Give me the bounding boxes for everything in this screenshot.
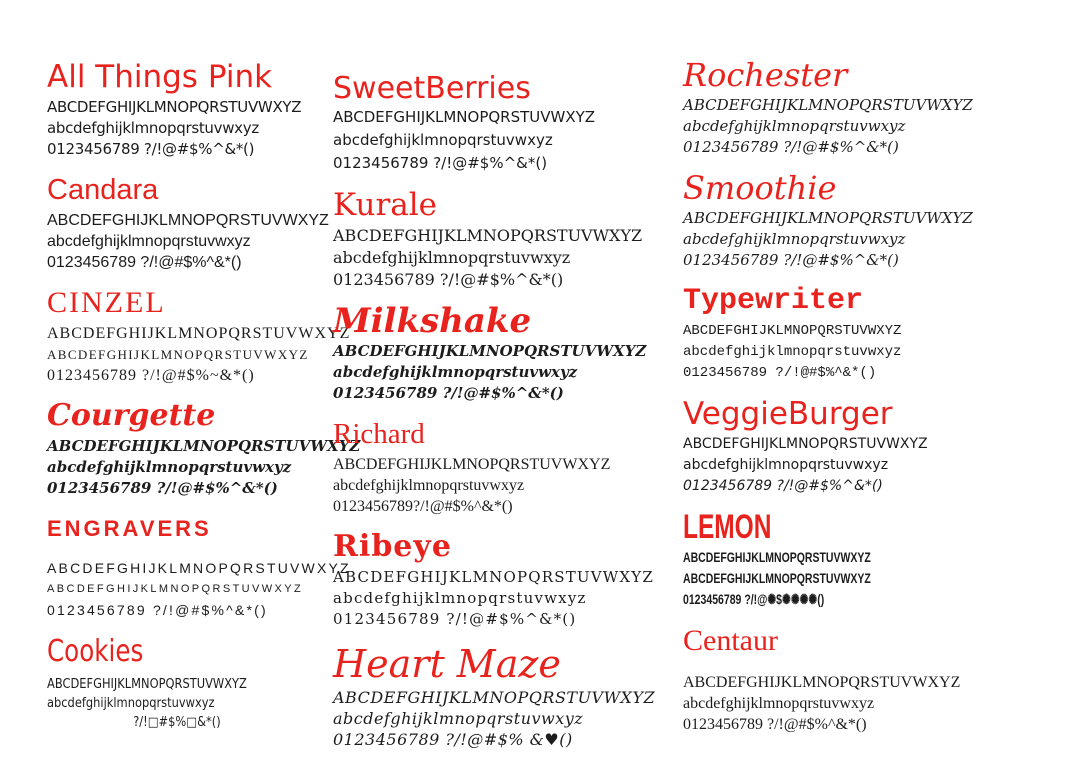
specimen-kurale bbox=[333, 188, 683, 291]
uppercase-sample: ABCDEFGHIJKLMNOPQRSTUVWXYZ bbox=[47, 560, 351, 576]
uppercase-sample: ABCDEFGHIJKLMNOPQRSTUVWXYZ bbox=[47, 677, 247, 692]
lowercase-sample: abcdefghijklmnopqrstuvwxyz bbox=[683, 457, 889, 473]
font-title: Centaur bbox=[683, 624, 778, 657]
font-title: Smoothie bbox=[683, 169, 837, 207]
uppercase-sample: ABCDEFGHIJKLMNOPQRSTUVWXYZ bbox=[683, 674, 961, 691]
lowercase-sample: abcdefghijklmnopqrstuvwxyz bbox=[333, 709, 584, 728]
lowercase-sample: abcdefghijklmnopqrstuvwxyz bbox=[47, 233, 251, 250]
specimen-heart-maze bbox=[333, 644, 683, 750]
font-title: ENGRAVERS bbox=[47, 516, 212, 541]
lowercase-sample: abcdefghijklmnopqrstuvwxyz bbox=[47, 119, 259, 137]
uppercase-sample: ABCDEFGHIJKLMNOPQRSTUVWXYZ bbox=[683, 96, 973, 114]
font-title: Rochester bbox=[683, 56, 848, 94]
specimen-veggieburger bbox=[683, 397, 1028, 497]
font-title: Kurale bbox=[333, 187, 438, 223]
specimen-rochester bbox=[683, 58, 1028, 158]
figures-sample: 0123456789 ?/!@#$%^&*() bbox=[683, 138, 899, 156]
figures-sample: 0123456789 ?/!@#$%^&*() bbox=[683, 478, 883, 494]
specimen-richard bbox=[333, 417, 683, 517]
specimen-candara bbox=[47, 173, 342, 273]
specimen-cinzel bbox=[47, 286, 351, 386]
uppercase-sample: ABCDEFGHIJKLMNOPQRSTUVWXYZ bbox=[683, 436, 928, 452]
font-title: Richard bbox=[333, 418, 425, 450]
smallcaps-sample: ABCDEFGHIJKLMNOPQRSTUVWXYZ bbox=[47, 583, 304, 595]
lowercase-sample: abcdefghijklmnopqrstuvwxyz bbox=[47, 458, 292, 476]
figures-sample: 0123456789 ?/!@#$%^&*() bbox=[47, 479, 278, 497]
uppercase-sample: ABCDEFGHIJKLMNOPQRSTUVWXYZ bbox=[333, 108, 596, 126]
font-title: Candara bbox=[47, 174, 159, 206]
font-title: LEMON bbox=[683, 508, 772, 546]
figures-sample: 0123456789 ?/!@#$%^&*() bbox=[47, 602, 268, 618]
specimen-column-3 bbox=[683, 58, 1028, 748]
specimen-smoothie bbox=[683, 171, 1028, 271]
lowercase-sample: abcdefghijklmnopqrstuvwxyz bbox=[333, 589, 587, 607]
smallcaps-sample: ABCDEFGHIJKLMNOPQRSTUVWXYZ bbox=[683, 570, 871, 586]
font-title: Milkshake bbox=[333, 301, 532, 341]
font-title: Typewriter bbox=[683, 284, 864, 318]
lowercase-sample: abcdefghijklmnopqrstuvwxyz bbox=[47, 696, 215, 711]
font-title: CINZEL bbox=[47, 286, 166, 319]
font-title: All Things Pink bbox=[47, 59, 273, 95]
specimen-column-1 bbox=[47, 59, 361, 745]
specimen-milkshake bbox=[333, 301, 683, 404]
figures-sample: ?/!□#$%□&*() bbox=[133, 715, 221, 730]
specimen-engravers bbox=[47, 512, 351, 621]
uppercase-sample: ABCDEFGHIJKLMNOPQRSTUVWXYZ bbox=[683, 549, 871, 565]
uppercase-sample: ABCDEFGHIJKLMNOPQRSTUVWXYZ bbox=[47, 437, 361, 455]
specimen-column-2 bbox=[333, 72, 683, 763]
uppercase-sample: ABCDEFGHIJKLMNOPQRSTUVWXYZ bbox=[333, 688, 656, 707]
specimen-ribeye bbox=[333, 530, 683, 630]
font-title: VeggieBurger bbox=[683, 396, 893, 432]
figures-sample: 0123456789 ?/!@#$%~&*() bbox=[47, 367, 255, 384]
figures-sample: 0123456789 ?/!@#$%^&*() bbox=[47, 254, 242, 271]
figures-sample: 0123456789 ?/!@#$%^&*() bbox=[333, 610, 577, 628]
font-title: Heart Maze bbox=[333, 642, 561, 686]
figures-sample: 0123456789?/!@#$%^&*() bbox=[333, 498, 513, 515]
uppercase-sample: ABCDEFGHIJKLMNOPQRSTUVWXYZ bbox=[47, 325, 351, 342]
uppercase-sample: ABCDEFGHIJKLMNOPQRSTUVWXYZ bbox=[333, 342, 647, 360]
figures-sample: 0123456789 ?/!@#$%^&*() bbox=[683, 365, 877, 381]
figures-sample: 0123456789 ?/!@✺$✺✺✺✺() bbox=[683, 591, 825, 607]
smallcaps-sample: ABCDEFGHIJKLMNOPQRSTUVWXYZ bbox=[47, 347, 309, 362]
specimen-centaur bbox=[683, 624, 1028, 735]
uppercase-sample: ABCDEFGHIJKLMNOPQRSTUVWXYZ bbox=[333, 456, 611, 473]
uppercase-sample: ABCDEFGHIJKLMNOPQRSTUVWXYZ bbox=[683, 209, 973, 227]
figures-sample: 0123456789 ?/!@#$%^&*() bbox=[47, 140, 255, 158]
uppercase-sample: ABCDEFGHIJKLMNOPQRSTUVWXYZ bbox=[333, 568, 655, 586]
uppercase-sample: ABCDEFGHIJKLMNOPQRSTUVWXYZ bbox=[333, 226, 643, 245]
figures-sample: 0123456789 ?/!@#$%^&*() bbox=[333, 384, 564, 402]
figures-sample: 0123456789 ?/!@#$%^&*() bbox=[683, 251, 899, 269]
lowercase-sample: abcdefghijklmnopqrstuvwxyz bbox=[333, 477, 525, 494]
uppercase-sample: ABCDEFGHIJKLMNOPQRSTUVWXYZ bbox=[683, 323, 902, 339]
uppercase-sample: ABCDEFGHIJKLMNOPQRSTUVWXYZ bbox=[47, 98, 302, 116]
specimen-cookies bbox=[47, 635, 342, 732]
font-title: SweetBerries bbox=[333, 71, 531, 106]
figures-sample: 0123456789 ?/!@#$%^&*() bbox=[333, 154, 548, 172]
font-title: Ribeye bbox=[333, 529, 452, 564]
figures-sample: 0123456789 ?/!@#$% &♥() bbox=[333, 730, 573, 749]
specimen-sweetberries bbox=[333, 72, 683, 175]
figures-sample: 0123456789 ?/!@#$%^&*() bbox=[333, 270, 564, 289]
lowercase-sample: abcdefghijklmnopqrstuvwxyz bbox=[683, 230, 906, 248]
specimen-all-things-pink bbox=[47, 60, 342, 160]
specimen-courgette bbox=[47, 398, 361, 499]
lowercase-sample: abcdefghijklmnopqrstuvwxyz bbox=[333, 363, 578, 381]
uppercase-sample: ABCDEFGHIJKLMNOPQRSTUVWXYZ bbox=[47, 212, 329, 229]
specimen-typewriter bbox=[683, 284, 1028, 384]
lowercase-sample: abcdefghijklmnopqrstuvwxyz bbox=[683, 344, 902, 360]
lowercase-sample: abcdefghijklmnopqrstuvwxyz bbox=[683, 117, 906, 135]
specimen-lemon bbox=[683, 510, 1028, 610]
font-title: Courgette bbox=[47, 398, 216, 433]
lowercase-sample: abcdefghijklmnopqrstuvwxyz bbox=[683, 695, 875, 712]
font-title: Cookies bbox=[47, 634, 144, 669]
lowercase-sample: abcdefghijklmnopqrstuvwxyz bbox=[333, 131, 553, 149]
figures-sample: 0123456789 ?/!@#$%^&*() bbox=[683, 716, 867, 733]
lowercase-sample: abcdefghijklmnopqrstuvwxyz bbox=[333, 248, 571, 267]
